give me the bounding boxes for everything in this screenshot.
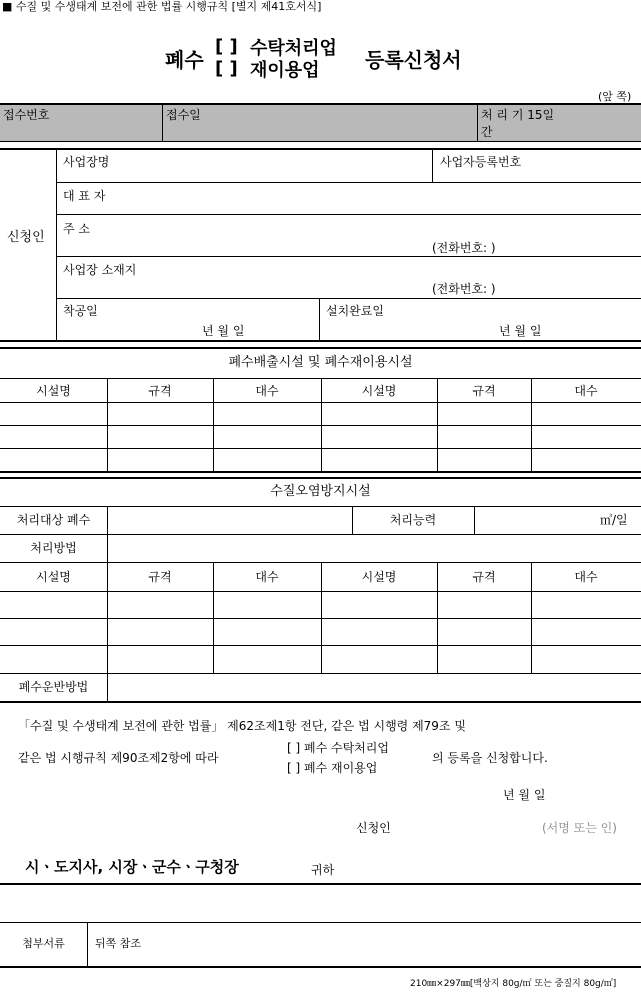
discharge-col-spec-2: 규격 [472,384,496,398]
discharge-col-count-2: 대수 [574,384,598,398]
declaration-line1: 「수질 및 수생태계 보전에 관한 법률」 제62조제1항 전단, 같은 법 시행령 제79조 및 [18,719,466,733]
prevention-col-name-2: 시설명 [361,570,397,584]
business-reg-no-label: 사업자등록번호 [440,155,522,169]
table-row [0,645,641,646]
paper-spec-footer: 210㎜×297㎜[백상지 80g/㎡ 또는 중질지 80g/㎡] [410,979,617,989]
treatment-capacity-label: 처리능력 [389,513,437,527]
addressee-suffix: 귀하 [311,863,335,877]
site-phone: (전화번호: ) [432,282,496,296]
prevention-col-count: 대수 [255,570,279,584]
declaration-date: 년 월 일 [503,788,546,802]
declaration-option1-checkbox[interactable]: [ ] 폐수 수탁처리업 [287,741,389,755]
title-suffix: 등록신청서 [365,48,462,72]
prevention-col-name: 시설명 [36,570,71,584]
processing-period-label: 처 리 기 15일 [481,108,555,122]
receipt-date-label: 접수일 [166,108,201,122]
attachments-label: 첨부서류 [22,937,65,950]
discharge-col-spec: 규격 [148,384,172,398]
title-option1-checkbox[interactable]: [ ] [215,36,238,57]
treatment-target-label: 처리대상 폐수 [16,513,91,527]
page-side: (앞 쪽) [598,90,632,103]
business-name-label: 사업장명 [63,155,110,169]
applicant-section-label: 신청인 [7,230,45,245]
attachments-value: 뒤쪽 참조 [95,937,142,950]
prevention-col-spec: 규격 [148,570,172,584]
table-row [0,448,641,449]
discharge-col-name: 시설명 [36,384,71,398]
representative-label: 대 표 자 [63,189,106,203]
prevention-table [0,562,641,673]
form-number: ■ 수질 및 수생태계 보전에 관한 법률 시행규칙 [별지 제41호서식] [2,0,322,13]
discharge-section-title: 폐수배출시설 및 폐수재이용시설 [228,355,413,370]
title-option2: 재이용업 [250,60,320,81]
prevention-col-count-2: 대수 [574,570,598,584]
install-complete-date: 년 월 일 [499,324,542,338]
site-location-label: 사업장 소재지 [63,263,137,277]
applicant-signature-label: 신청인 [356,821,391,835]
construction-start-date: 년 월 일 [202,324,245,338]
title-prefix: 폐수 [165,48,204,72]
receipt-number-label: 접수번호 [3,108,50,122]
treatment-method-label: 처리방법 [30,541,77,555]
discharge-table [0,378,641,471]
title-option2-checkbox[interactable]: [ ] [215,58,238,79]
title-option1: 수탁처리업 [250,38,337,59]
address-phone: (전화번호: ) [432,241,496,255]
table-row [0,402,641,403]
declaration-line2-end: 의 등록을 신청합니다. [432,751,548,765]
addressee: 시ㆍ도지사, 시장ㆍ군수ㆍ구청장 [25,858,239,876]
discharge-col-count: 대수 [255,384,279,398]
discharge-col-name-2: 시설명 [361,384,397,398]
table-row [0,591,641,592]
declaration-line2: 같은 법 시행규칙 제90조제2항에 따라 [18,751,219,765]
capacity-unit: ㎥/일 [600,513,628,527]
transport-method-label: 폐수운반방법 [18,680,89,694]
install-complete-label: 설치완료일 [326,304,384,318]
address-label: 주 소 [63,222,90,236]
declaration-option2-checkbox[interactable]: [ ] 폐수 재이용업 [287,761,378,775]
construction-start-label: 착공일 [63,304,98,318]
table-row [0,425,641,426]
prevention-section-title: 수질오염방지시설 [270,484,371,499]
prevention-col-spec-2: 규격 [472,570,496,584]
page-title [0,38,641,83]
table-row [0,618,641,619]
signature-placeholder[interactable]: (서명 또는 인) [542,821,617,835]
processing-period-label-cont: 간 [481,125,493,139]
